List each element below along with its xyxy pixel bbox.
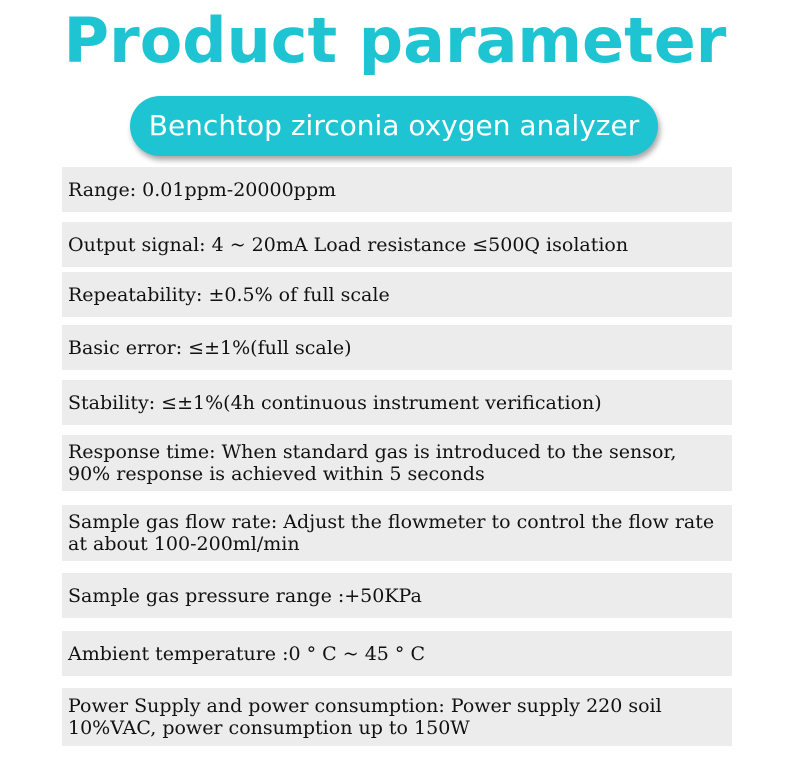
param-row-flow-rate	[62, 505, 732, 561]
param-range: Range: 0.01ppm-20000ppm	[68, 178, 337, 201]
param-flow-rate: Sample gas flow rate: Adjust the flowmeter to control the flow rate at about 100-200ml/min	[68, 511, 715, 555]
param-row-output-signal	[62, 222, 732, 267]
param-row-basic-error	[62, 325, 732, 370]
product-name-badge: Benchtop zirconia oxygen analyzer	[130, 96, 658, 156]
param-row-response-time	[62, 435, 732, 491]
param-row-power-supply	[62, 688, 732, 746]
page-title: Product parameter	[63, 4, 727, 77]
param-power-supply: Power Supply and power consumption: Power supply 220 soil 10%VAC, power consumption up to 150W	[68, 695, 662, 739]
param-output-signal: Output signal: 4 ~ 20mA Load resistance ≤500Q isolation	[68, 233, 629, 256]
param-row-stability	[62, 380, 732, 425]
param-row-repeatability	[62, 272, 732, 317]
param-basic-error: Basic error: ≤±1%(full scale)	[68, 336, 352, 359]
param-row-pressure-range	[62, 573, 732, 618]
param-row-range	[62, 167, 732, 212]
param-response-time: Response time: When standard gas is introduced to the sensor, 90% response is achieved within 5 seconds	[68, 441, 677, 485]
param-stability: Stability: ≤±1%(4h continuous instrument verification)	[68, 391, 602, 414]
param-ambient-temperature: Ambient temperature :0 ° C ~ 45 ° C	[68, 642, 425, 665]
param-repeatability: Repeatability: ±0.5% of full scale	[68, 283, 390, 306]
param-row-ambient-temperature	[62, 631, 732, 676]
param-pressure-range: Sample gas pressure range :+50KPa	[68, 584, 422, 607]
